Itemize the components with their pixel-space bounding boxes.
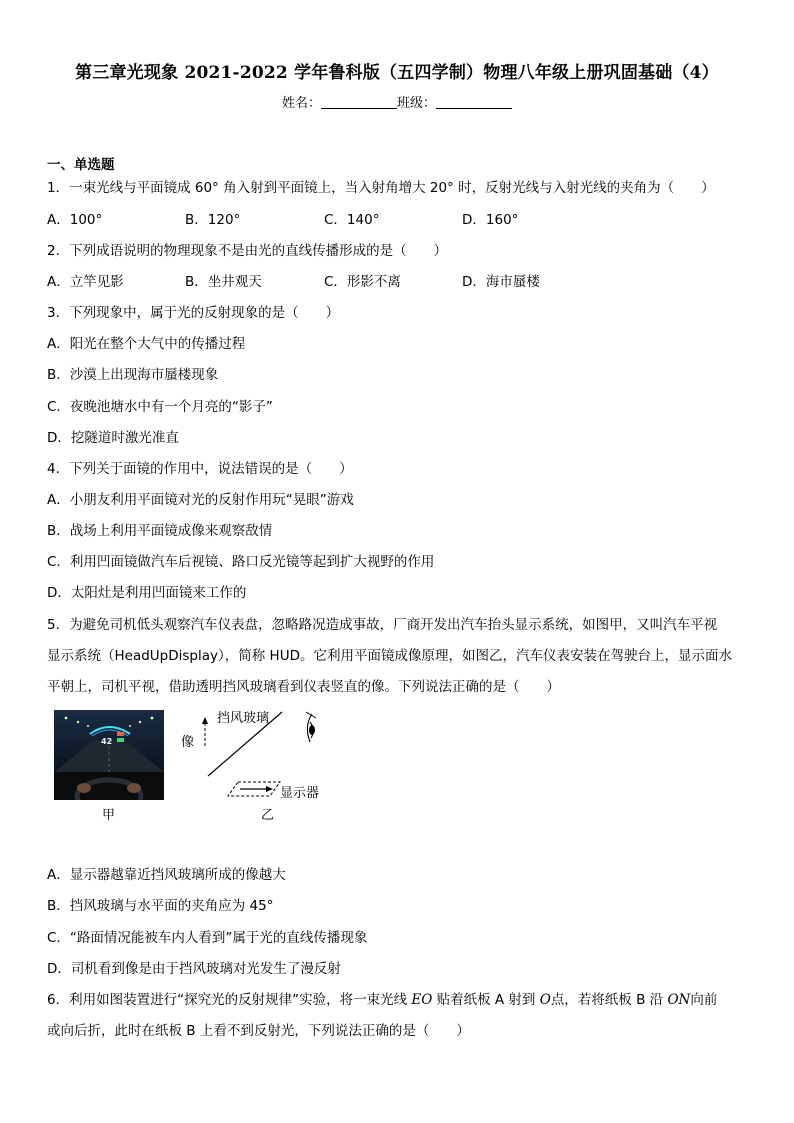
q2-option-d: D．海市蜃楼 bbox=[462, 274, 540, 290]
q4-option-b: B．战场上利用平面镜成像来观察敌情 bbox=[47, 523, 273, 539]
name-blank bbox=[321, 96, 397, 109]
figure-label-yi: 乙 bbox=[261, 808, 275, 823]
class-label: 班级： bbox=[397, 96, 437, 111]
q4-option-c: C．利用凹面镜做汽车后视镜、路口反光镜等起到扩大视野的作用 bbox=[47, 554, 435, 570]
q1-stem: 1．一束光线与平面镜成 60° 角入射到平面镜上，当入射角增大 20° 时，反射光线与入射光线的夹角为（ ） bbox=[47, 180, 715, 196]
q1-option-a: A．100° bbox=[47, 212, 103, 228]
q2-option-c: C．形影不离 bbox=[324, 274, 401, 290]
q2-option-a: A．立竿见影 bbox=[47, 274, 124, 290]
q5-stem-line-1: 5．为避免司机低头观察汽车仪表盘，忽略路况造成事故，厂商开发出汽车抬头显示系统，如图甲，又叫汽车平视 bbox=[47, 617, 718, 633]
eye-icon bbox=[306, 712, 316, 742]
q5-option-c: C．“路面情况能被车内人看到”属于光的直线传播现象 bbox=[47, 930, 368, 946]
q5-stem-line-3: 平朝上，司机平视，借助透明挡风玻璃看到仪表竖直的像。下列说法正确的是（ ） bbox=[47, 679, 560, 695]
label-display: 显示器 bbox=[280, 786, 320, 801]
q5-option-b: B．挡风玻璃与水平面的夹角应为 45° bbox=[47, 898, 274, 914]
q5-stem-line-2: 显示系统（HeadUpDisplay），简称 HUD。它利用平面镜成像原理，如图乙，汽车仪表安装在驾驶台上，显示面水 bbox=[47, 648, 732, 664]
q4-option-d: D．太阳灶是利用凹面镜来工作的 bbox=[47, 585, 247, 601]
q6-line-2: 或向后折，此时在纸板 B 上看不到反射光，下列说法正确的是（ ） bbox=[47, 1023, 470, 1039]
page-title: 第三章光现象 2021-2022 学年鲁科版（五四学制）物理八年级上册巩固基础（4） bbox=[75, 63, 719, 83]
hud-speed: 42 bbox=[101, 737, 113, 746]
student-info bbox=[0, 92, 794, 111]
q2-option-b: B．坐井观天 bbox=[185, 274, 262, 290]
q6-ray-eo: EO bbox=[411, 992, 433, 1008]
q6-line-1-b: 贴着纸板 A 射到 bbox=[436, 992, 536, 1008]
q3-option-d: D．挖隧道时激光准直 bbox=[47, 430, 179, 446]
q6-line-1-c: 点，若将纸板 B 沿 bbox=[550, 992, 664, 1008]
name-label: 姓名： bbox=[281, 96, 321, 111]
q6-normal-on: ON bbox=[667, 992, 691, 1008]
q6-line-1 bbox=[47, 990, 717, 1010]
q3-stem: 3．下列现象中，属于光的反射现象的是（ ） bbox=[47, 305, 340, 321]
q4-stem: 4．下列关于面镜的作用中，说法错误的是（ ） bbox=[47, 461, 353, 477]
label-image: 像 bbox=[181, 735, 195, 750]
q3-option-b: B．沙漠上出现海市蜃楼现象 bbox=[47, 367, 219, 383]
q1-option-c: C．140° bbox=[324, 212, 380, 228]
class-blank bbox=[436, 96, 512, 109]
q1-option-d: D．160° bbox=[462, 212, 519, 228]
q5-option-a: A．显示器越靠近挡风玻璃所成的像越大 bbox=[47, 867, 286, 883]
q5-option-d: D．司机看到像是由于挡风玻璃对光发生了漫反射 bbox=[47, 961, 341, 977]
q1-option-b: B．120° bbox=[185, 212, 241, 228]
q6-line-1-a: 6．利用如图装置进行“探究光的反射规律”实验，将一束光线 bbox=[47, 992, 408, 1008]
q6-line-1-d: 向前 bbox=[690, 992, 718, 1008]
q3-option-c: C．夜晚池塘水中有一个月亮的“影子” bbox=[47, 399, 273, 415]
hud-photo bbox=[54, 710, 164, 800]
q6-point-o: O bbox=[539, 992, 551, 1008]
label-windshield: 挡风玻璃 bbox=[217, 711, 270, 726]
figure-label-jia: 甲 bbox=[102, 808, 116, 823]
q2-stem: 2．下列成语说明的物理现象不是由光的直线传播形成的是（ ） bbox=[47, 243, 448, 259]
q4-option-a: A．小朋友利用平面镜对光的反射作用玩“晃眼”游戏 bbox=[47, 492, 354, 508]
section-heading: 一、单选题 bbox=[47, 157, 115, 173]
q3-option-a: A．阳光在整个大气中的传播过程 bbox=[47, 336, 246, 352]
